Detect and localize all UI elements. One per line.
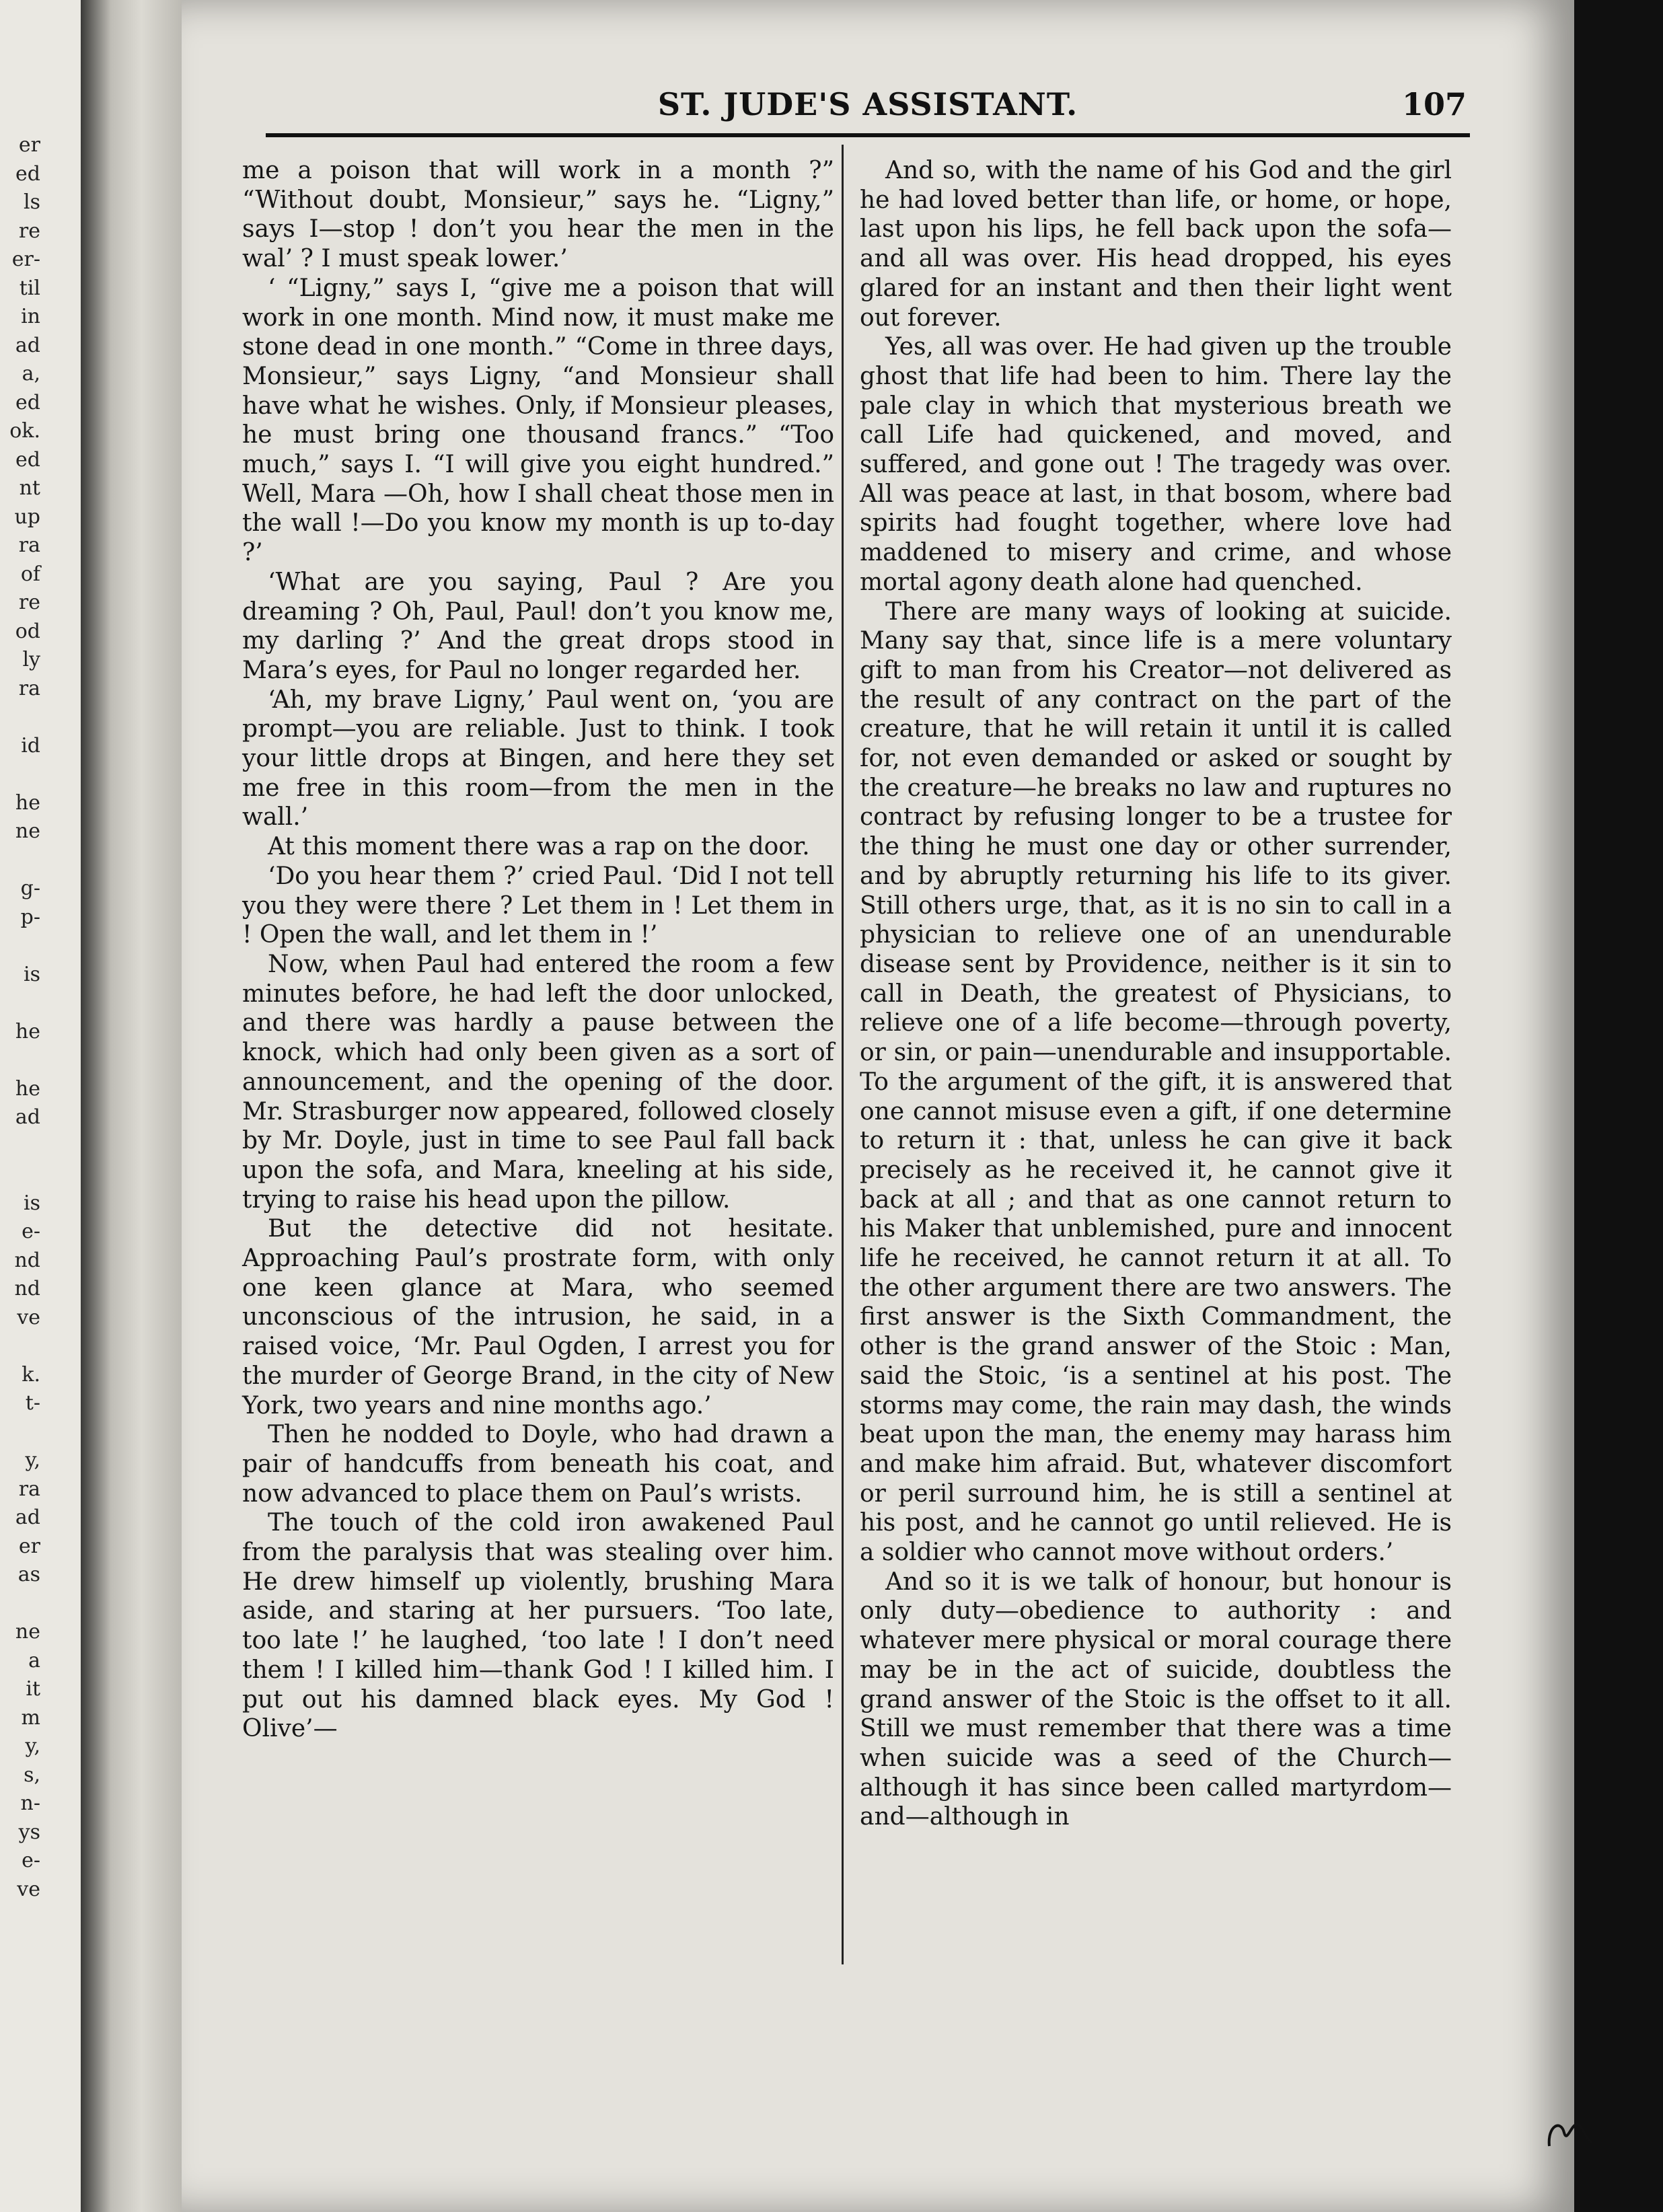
facing-fragment xyxy=(0,989,40,1018)
page xyxy=(182,0,1574,2212)
facing-fragment: er- xyxy=(11,248,40,271)
facing-fragment: a xyxy=(28,1648,40,1672)
facing-fragment: til xyxy=(19,276,40,300)
paragraph: ‘ “Ligny,” says I, “give me a poison that will work in one month. Mind now, it must make me stone dead in one month.” “Come in three days, Monsieur,” says Ligny, “and Monsieur shall have what he wishes. Only, if Monsieur pleases, he must bring one thousand francs.” “Too much,” says I. “I will give you eight hundred.” Well, Mara —Oh, how I shall cheat those men in the wall !—Do you know my month is up to-day ?’ xyxy=(242,274,834,567)
facing-fragment: a, xyxy=(22,362,40,385)
right-column xyxy=(860,156,1452,1832)
page-header xyxy=(269,86,1467,133)
facing-fragment: od xyxy=(15,619,40,643)
facing-fragment: e- xyxy=(22,1220,40,1243)
facing-fragment xyxy=(0,1418,40,1447)
facing-fragment xyxy=(0,1332,40,1361)
facing-fragment: p- xyxy=(20,905,40,929)
facing-fragment: ok. xyxy=(9,419,40,443)
facing-fragment: he xyxy=(15,1019,40,1043)
facing-fragment: t- xyxy=(25,1391,40,1415)
facing-fragment: nd xyxy=(14,1248,40,1272)
paragraph: And so it is we talk of honour, but honour is only duty—obedience to authority : and whatever mere physical or moral courage there may be in the act of suicide, doubtless the grand answer of the Stoic is the offset to it all. Still we must remember that there was a time when suicide was a seed of the Church—although it has since been called martyrdom—and—although in xyxy=(860,1568,1452,1831)
header-rule xyxy=(266,133,1470,137)
facing-fragment: e- xyxy=(22,1849,40,1872)
facing-fragment: is xyxy=(24,962,40,986)
pencil-mark xyxy=(1544,2112,1598,2153)
facing-fragment: ed xyxy=(15,161,40,186)
facing-fragment: ly xyxy=(22,648,40,671)
paragraph: Yes, all was over. He had given up the trouble ghost that life had been to him. There lay the pale clay in which that mysterious breath we call Life had quickened, and moved, and suffered, and gone out ! The tragedy was over. All was peace at last, in that bosom, where bad spirits had fought together, where love had maddened to misery and crime, and whose mortal agony death alone had quenched. xyxy=(860,333,1452,596)
facing-fragment: nd xyxy=(14,1277,40,1300)
facing-fragment: id xyxy=(21,733,40,758)
facing-fragment: ad xyxy=(15,1506,40,1529)
facing-fragment xyxy=(0,846,40,875)
facing-fragment: m xyxy=(21,1705,40,1730)
facing-fragment: ls xyxy=(24,190,40,214)
facing-fragment: ad xyxy=(15,333,40,357)
facing-fragment: er xyxy=(18,133,40,157)
facing-fragment: nt xyxy=(19,476,40,500)
facing-fragment: ra xyxy=(18,1477,40,1501)
paragraph: There are many ways of looking at suicide. Many say that, since life is a mere voluntary gift to man from his Creator—not delivered as the result of any contract on the part of the creature, that he will retain it until it is called for, not even demanded or asked or sought by the creature—he breaks no law and ruptures no contract by refusing longer to be a trustee for the thing he must one day or other surrender, and by abruptly returning his life to its giver. Still others urge, that, as it is no sin to call in a physician to relieve one of an unendurable disease sent by Providence, neither is it sin to call in Death, the greatest of Physicians, to relieve one of a life become—through poverty, or sin, or pain—unendurable and insupportable. To the argument of the gift, it is answered that one cannot misuse even a gift, if one determine to return it : that, unless he can give it back precisely as he received it, he cannot give it back at all ; and that as one cannot return to his Maker that unblemished, pure and innocent life he received, he cannot return it at all. To the other argument there are two answers. The first answer is the Sixth Commandment, the other is the grand answer of the Stoic : Man, said the Stoic, ‘is a sentinel at his post. The storms may come, the rain may dash, the winds beat upon the man, the enemy may harass him and make him afraid. But, whatever discomfort or peril surround him, he is still a sentinel at his post, and he cannot go until relieved. He is a soldier who cannot move without orders.’ xyxy=(860,597,1452,1567)
paragraph: Now, when Paul had entered the room a few minutes before, he had left the door unlocked, and there was hardly a pause between the knock, which had only been given as a sort of announcement, and the opening of the door. Mr. Strasburger now appeared, followed closely by Mr. Doyle, just in time to see Paul fall back upon the sofa, and Mara, kneeling at his side, trying to raise his head upon the pillow. xyxy=(242,950,834,1214)
page-number: 107 xyxy=(1401,86,1467,122)
facing-fragment: ys xyxy=(18,1820,40,1844)
facing-fragment: he xyxy=(15,1076,40,1101)
facing-fragment: of xyxy=(20,562,40,586)
facing-page-edge xyxy=(0,0,81,2212)
facing-fragment: up xyxy=(14,505,40,529)
facing-fragment: re xyxy=(18,219,40,243)
book-gutter xyxy=(81,0,182,2212)
facing-fragment xyxy=(0,1590,40,1619)
facing-fragment: is xyxy=(24,1191,40,1215)
facing-fragment: s, xyxy=(24,1763,40,1787)
paragraph: But the detective did not hesitate. Approaching Paul’s prostrate form, with only one keen glance at Mara, who seemed unconscious of the intrusion, he said, in a raised voice, ‘Mr. Paul Ogden, I arrest you for the murder of George Brand, in the city of New York, two years and nine months ago.’ xyxy=(242,1215,834,1420)
facing-fragment: he xyxy=(15,790,40,815)
facing-fragment: ra xyxy=(18,533,40,557)
facing-fragment: y, xyxy=(25,1448,40,1472)
facing-fragment: as xyxy=(17,1563,40,1586)
facing-fragment: re xyxy=(18,591,40,614)
left-column xyxy=(242,156,834,1744)
facing-fragment: g- xyxy=(20,877,40,900)
facing-page-text-fragments xyxy=(0,131,40,1904)
facing-fragment: it xyxy=(26,1677,40,1701)
facing-fragment: n- xyxy=(20,1792,40,1815)
facing-fragment: ve xyxy=(17,1305,40,1329)
paragraph: The touch of the cold iron awakened Paul from the paralysis that was stealing over him. He drew himself up violently, brushing Mara aside, and staring at her pursuers. ‘Too late, too late !’ he laughed, ‘too late ! I don’t need them ! I killed him—thank God ! I killed him. I put out his damned black eyes. My God ! Olive’— xyxy=(242,1509,834,1743)
facing-fragment: ve xyxy=(17,1877,40,1901)
facing-fragment: y, xyxy=(25,1734,40,1758)
facing-fragment xyxy=(0,703,40,732)
running-title: ST. JUDE'S ASSISTANT. xyxy=(657,86,1078,122)
facing-fragment xyxy=(0,1132,40,1161)
facing-fragment: ne xyxy=(15,819,40,843)
paragraph: Then he nodded to Doyle, who had drawn a pair of handcuffs from beneath his coat, and now advanced to place them on Paul’s wrists. xyxy=(242,1421,834,1508)
facing-fragment: ed xyxy=(15,390,40,414)
facing-fragment: ad xyxy=(15,1105,40,1129)
paragraph: ‘Ah, my brave Ligny,’ Paul went on, ‘you are prompt—you are reliable. Just to think. I took your little drops at Bingen, and here they set me free in this room—from the men in the wall.’ xyxy=(242,686,834,832)
facing-fragment: er xyxy=(18,1534,40,1558)
paragraph: ‘Do you hear them ?’ cried Paul. ‘Did I not tell you they were there ? Let them in ! Let them in ! Open the wall, and let them in !’ xyxy=(242,862,834,949)
facing-fragment xyxy=(0,1160,40,1189)
facing-fragment xyxy=(0,1046,40,1075)
facing-fragment xyxy=(0,760,40,789)
column-divider xyxy=(842,145,844,1964)
facing-fragment xyxy=(0,932,40,961)
paragraph: And so, with the name of his God and the girl he had loved better than life, or home, or hope, last upon his lips, he fell back upon the sofa—and all was over. His head dropped, his eyes glared for an instant and then their light went out forever. xyxy=(860,157,1452,332)
paragraph: me a poison that will work in a month ?” “Without doubt, Monsieur,” says he. “Ligny,” says I—stop ! don’t you hear the men in the wal’ ? I must speak lower.’ xyxy=(242,157,834,273)
facing-fragment: k. xyxy=(22,1362,40,1387)
paragraph: ‘What are you saying, Paul ? Are you dreaming ? Oh, Paul, Paul! don’t you know me, my darling ?’ And the great drops stood in Mara’s eyes, for Paul no longer regarded her. xyxy=(242,568,834,684)
facing-fragment: ne xyxy=(15,1620,40,1644)
facing-fragment: ed xyxy=(15,447,40,472)
facing-fragment: ra xyxy=(18,676,40,700)
facing-fragment: in xyxy=(21,305,40,328)
paragraph: At this moment there was a rap on the door. xyxy=(268,833,810,861)
